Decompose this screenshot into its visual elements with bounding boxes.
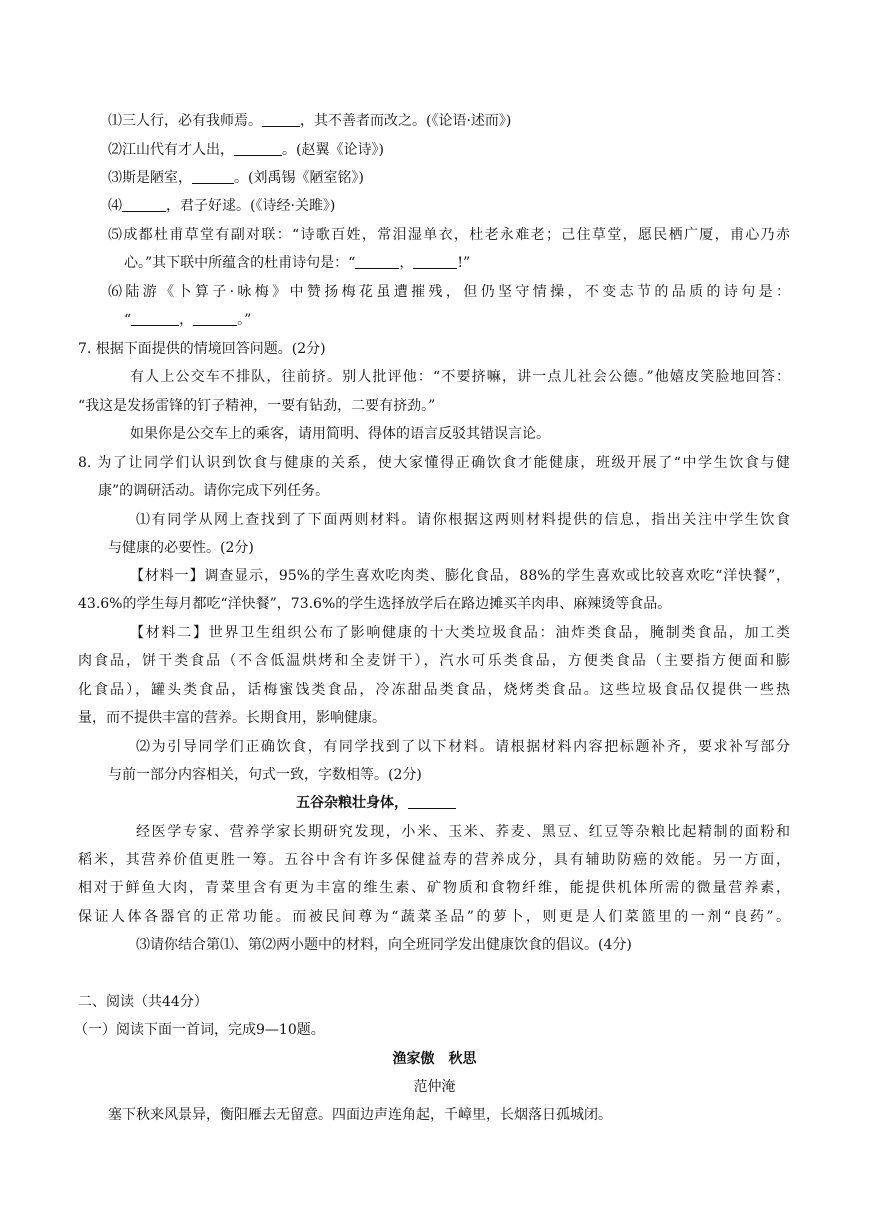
q6-item-6-text-a: “ bbox=[124, 312, 132, 328]
q6-item-5-line-1: ⑸成都杜甫草堂有副对联：“诗歌百姓，常泪湿单衣，杜老永难老；己住草堂，愿民栖广厦，甫心乃赤 bbox=[108, 227, 790, 243]
q6-item-6-text-b: ， bbox=[179, 312, 194, 328]
material-body-line-2: 稻米，其营养价值更胜一筹。五谷中含有许多保健益寿的营养成分，具有辅助防癌的效能。另一方面， bbox=[78, 852, 790, 868]
poem-line-1: 塞下秋来风景异，衡阳雁去无留意。四面边声连角起，千嶂里，长烟落日孤城闭。 bbox=[108, 1107, 612, 1123]
q6-item-3-text-a: ⑶斯是陋室， bbox=[108, 170, 192, 186]
answer-blank[interactable] bbox=[192, 169, 234, 184]
answer-blank[interactable] bbox=[193, 311, 237, 326]
material-2-line-4: 量，而不提供丰富的营养。长期食用，影响健康。 bbox=[78, 710, 386, 726]
q8-sub-1-line-1: ⑴有同学从网上查找到了下面两则材料。请你根据这两则材料提供的信息，指出关注中学生饮食 bbox=[136, 512, 790, 528]
material-title bbox=[296, 793, 456, 813]
material-2-line-1: 【材料二】世界卫生组织公布了影响健康的十大类垃圾食品：油炸类食品，腌制类食品，加工类 bbox=[130, 625, 790, 641]
material-1-line-1: 【材料一】调查显示，95%的学生喜欢吃肉类、膨化食品，88%的学生喜欢或比较喜欢吃“洋快餐”， bbox=[130, 568, 790, 584]
q6-item-1-text-b: ，其不善者而改之。(《论语·述而》) bbox=[300, 113, 512, 129]
q6-item-6-line-1: ⑹陆游《卜算子·咏梅》中赞扬梅花虽遭摧残，但仍坚守情操，不变志节的品质的诗句是： bbox=[108, 284, 790, 300]
q6-item-4-text-b: ，君子好逑。(《诗经·关雎》) bbox=[166, 198, 336, 214]
poem-author: 范仲淹 bbox=[413, 1079, 456, 1095]
q6-item-5-text-c: !” bbox=[457, 255, 471, 271]
q6-item-5-line-2 bbox=[124, 253, 470, 273]
material-body-line-3: 相对于鲜鱼大肉，青菜里含有更为丰富的维生素、矿物质和食物纤维，能提供机体所需的微量营养素， bbox=[78, 880, 790, 896]
q6-item-4-text-a: ⑷ bbox=[108, 198, 122, 214]
q6-item-4 bbox=[108, 196, 335, 216]
answer-blank[interactable] bbox=[234, 141, 282, 156]
answer-blank[interactable] bbox=[122, 197, 166, 212]
q7-paragraph-1: 有人上公交车不排队，往前挤。别人批评他：“不要挤嘛，讲一点儿社会公德。”他嬉皮笑脸地回答： bbox=[130, 369, 790, 385]
q8-sub-1-line-2: 与健康的必要性。(2分) bbox=[108, 540, 254, 556]
q6-item-5-text-b: ， bbox=[399, 255, 414, 271]
q6-item-2-text-a: ⑵江山代有才人出， bbox=[108, 142, 234, 158]
q8-heading-line-1: 8. 为了让同学们认识到饮食与健康的关系，使大家懂得正确饮食才能健康，班级开展了“中学生饮食与健 bbox=[78, 455, 790, 471]
material-2-line-3: 化食品），罐头类食品，话梅蜜饯类食品，冷冻甜品类食品，烧烤类食品。这些垃圾食品仅提供一些热 bbox=[78, 682, 790, 698]
material-body-line-1: 经医学专家、营养学家长期研究发现，小米、玉米、荞麦、黑豆、红豆等杂粮比起精制的面粉和 bbox=[136, 824, 790, 840]
poem-title: 渔家傲 秋思 bbox=[392, 1051, 477, 1067]
q6-item-3 bbox=[108, 168, 364, 188]
q7-heading: 7. 根据下面提供的情境回答问题。(2分) bbox=[78, 341, 326, 357]
q6-item-5-text-a: 心。”其下联中所蕴含的杜甫诗句是：“ bbox=[124, 255, 356, 271]
q6-item-2 bbox=[108, 140, 384, 160]
q6-item-6-line-2 bbox=[124, 310, 251, 330]
answer-blank[interactable] bbox=[262, 112, 300, 127]
part-2-subheading: （一）阅读下面一首词，完成9—10题。 bbox=[74, 1022, 325, 1038]
answer-blank[interactable] bbox=[355, 254, 399, 269]
material-2-line-2: 肉食品，饼干类食品（不含低温烘烤和全麦饼干），汽水可乐类食品，方便类食品（主要指方便面和膨 bbox=[78, 653, 790, 669]
part-2-heading: 二、阅读（共44分） bbox=[78, 994, 208, 1010]
material-1-line-2: 43.6%的学生每月都吃“洋快餐”，73.6%的学生选择放学后在路边摊买羊肉串、麻辣烫等食品。 bbox=[78, 596, 672, 612]
answer-blank[interactable] bbox=[408, 794, 456, 809]
q7-paragraph-2: “我这是发扬雷锋的钉子精神，一要有钻劲，二要有挤劲。” bbox=[78, 398, 436, 414]
q6-item-3-text-b: 。(刘禹锡《陋室铭》) bbox=[234, 170, 364, 186]
material-body-line-4: 保证人体各器官的正常功能。而被民间尊为“蔬菜圣品”的萝卜，则更是人们菜篮里的一剂“良药”。 bbox=[78, 909, 790, 925]
q8-heading-line-2: 康”的调研活动。请你完成下列任务。 bbox=[98, 483, 330, 499]
q8-sub-2-line-1: ⑵为引导同学们正确饮食，有同学找到了以下材料。请根据材料内容把标题补齐，要求补写部分 bbox=[136, 739, 790, 755]
q7-paragraph-3: 如果你是公交车上的乘客，请用简明、得体的语言反驳其错误言论。 bbox=[130, 426, 550, 442]
answer-blank[interactable] bbox=[131, 311, 179, 326]
q8-sub-3: ⑶请你结合第⑴、第⑵两小题中的材料，向全班同学发出健康饮食的倡议。(4分) bbox=[136, 937, 632, 953]
answer-blank[interactable] bbox=[413, 254, 457, 269]
q8-sub-2-line-2: 与前一部分内容相关，句式一致，字数相等。(2分) bbox=[108, 767, 422, 783]
q6-item-6-text-c: 。” bbox=[237, 312, 252, 328]
q6-item-2-text-b: 。(赵翼《论诗》) bbox=[282, 142, 384, 158]
q6-item-1-text-a: ⑴三人行，必有我师焉。 bbox=[108, 113, 262, 129]
q6-item-1 bbox=[108, 111, 511, 131]
material-title-text: 五谷杂粮壮身体， bbox=[296, 795, 408, 811]
